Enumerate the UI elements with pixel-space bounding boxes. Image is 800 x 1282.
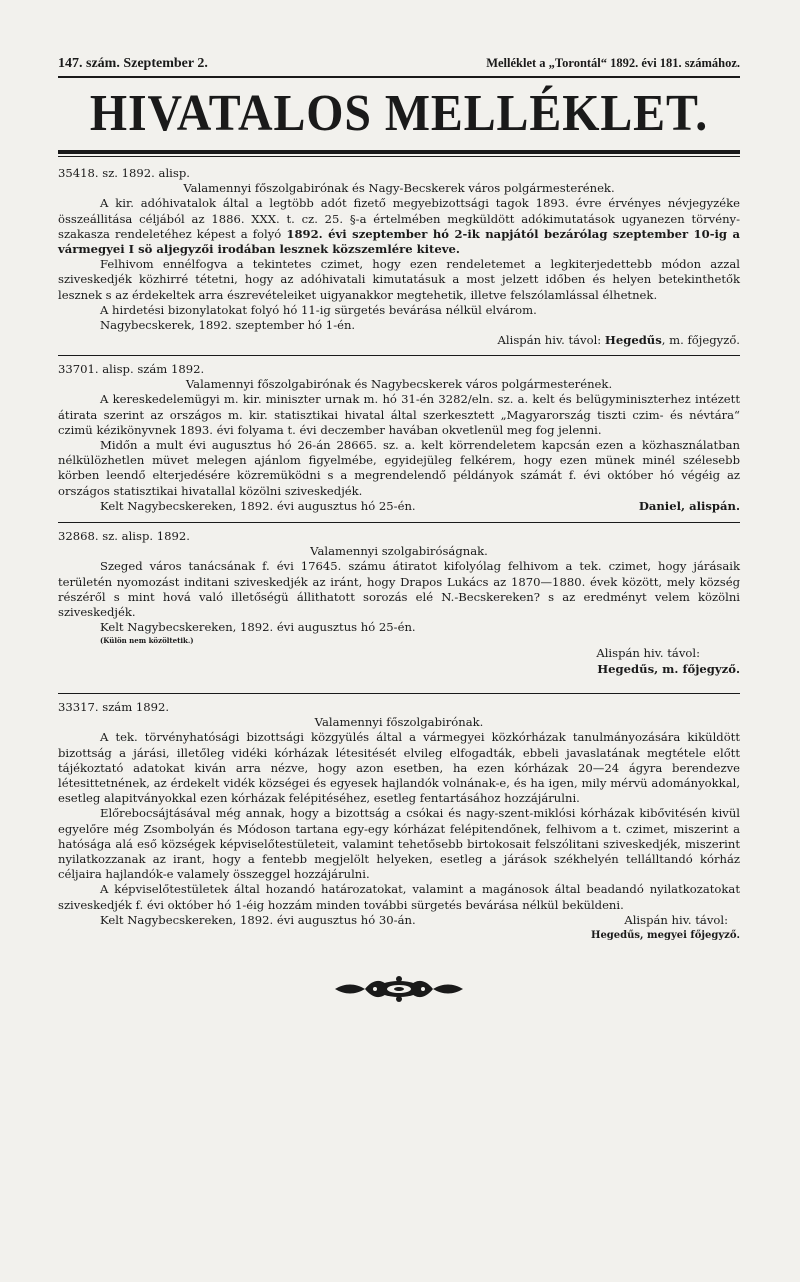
notice-paragraph: Midőn a mult évi augusztus hó 26-án 28665. sz. a. kelt körrendeletem kapcsán ezen a közhasználatban nélkülözhetlen müvet melegen ajánlom figyelmébe, egyidejüleg felkérem, hogy ezen münek minél szélesebb körben leendő elterjedésére közremüködni s a megrendelendő példányok számát f. évi október hó végéig az országos statisztikai hivatallal közölni sziveskedjék. — [58, 438, 740, 498]
notice-ref: 33701. alisp. szám 1892. — [58, 362, 205, 376]
notice-address: Valamennyi főszolgabirónak. — [314, 715, 484, 730]
notice-divider — [58, 355, 740, 356]
header-rule — [58, 76, 740, 78]
notice-1 — [58, 166, 740, 348]
masthead-rule-thick — [58, 150, 740, 154]
notice-date: Kelt Nagybecskereken, 1892. évi augusztus hó 30-án. — [100, 912, 416, 927]
supplement-line: Melléklet a „Torontál“ 1892. évi 181. számához. — [486, 56, 740, 70]
notice-ref: 35418. sz. 1892. alisp. — [58, 166, 190, 180]
masthead-title: HIVATALOS MELLÉKLET. — [89, 85, 709, 142]
notice-paragraph: A kereskedelemügyi m. kir. miniszter urnak m. hó 31-én 3282/eln. sz. a. kelt és belügyminiszterhez intézett átirata szerint az országos m. kir. statisztikai hivatal által szerkesztett „Magyarország tiszti czim- és névtára“ czimü kézikönyvnek 1893. évi folyama t. évi deczember havában okvetlenül meg fog jelenni. — [58, 392, 740, 437]
notice-4 — [58, 700, 740, 943]
signature-suffix: , m. főjegyző. — [661, 333, 740, 348]
masthead-rule-thin — [58, 156, 740, 157]
ornament-divider-icon — [335, 975, 463, 1003]
notice-footer — [58, 913, 740, 928]
notice-date: Kelt Nagybecskereken, 1892. évi augusztus hó 25-én. — [100, 620, 416, 635]
page-header — [58, 56, 740, 72]
notice-divider — [58, 522, 740, 523]
notice-paragraph: Szeged város tanácsának f. évi 17645. számu átiratot kifolyólag felhivom a tek. czimet, hogy járásaik területén nyomozást inditani sziveskedjék az iránt, hogy Drapos Lukács az 1870—1880. évek között, mely község részéről s mint hová való illetőségü állithatott sorozás elé N.-Becskereken? s az eredményt velem közölni sziveskedjék. — [58, 559, 740, 620]
paragraph-emphasis: 1892. évi szeptember hó 2-ik napjától bezárólag szeptember 10-ig a vármegyei I sö aljegyzői irodában lesznek közszemlére kiteve. — [58, 226, 741, 257]
notice-ref: 33317. szám 1892. — [58, 700, 170, 714]
notice-paragraph: A képviselőtestületek által hozandó határozatokat, valamint a magánosok által beadandó nyilatkozatokat sziveskedjék f. évi október hó 1-éig hozzám minden további sürgetés bevárása nélkül beküldeni. — [58, 882, 740, 912]
signature-name: Hegedűs, m. főjegyző. — [597, 661, 740, 676]
signature-line: Alispán hiv. távol: — [624, 912, 728, 927]
notice-paragraph: A hirdetési bizonylatokat folyó hó 11-ig sürgetés bevárása nélkül elvárom. — [100, 302, 537, 317]
notice-address: Valamennyi szolgabiróságnak. — [310, 544, 488, 559]
signature-name: Hegedűs, megyei főjegyző. — [591, 930, 740, 942]
signature-name: Hegedűs — [604, 333, 662, 348]
notice-paragraph: A tek. törvényhatósági bizottsági közgyülés által a vármegyei közkórházak tanulmányozására kiküldött bizottság a járási, illetőleg vidéki kórházak létesitését elvileg elfogadták, ebbeli javaslatának megtétele előtt tájékoztató adatokat kiván arra nézve, hogy azon esetben, ha ezen kórházak 20—24 ágyra berendezve létesittetnének, az érdekelt vidék községei és egyesek hajlandók volnának-e, és ha igen, mily mérvü adományokkal, esetleg alapitványokkal ezen kórházak felépitéséhez, esetleg fentartásához hozzájárulni. — [58, 730, 740, 806]
notice-signature — [58, 333, 740, 348]
signature-prefix: Alispán hiv. távol: — [497, 333, 605, 348]
notice-signature — [58, 928, 740, 943]
notice-ref: 32868. sz. alisp. 1892. — [58, 529, 190, 543]
notice-signature: Daniel, alispán. — [638, 498, 740, 513]
notice-3 — [58, 529, 740, 677]
notice-date: Nagybecskerek, 1892. szeptember hó 1-én. — [100, 318, 356, 333]
notice-footer — [58, 499, 740, 514]
notice-paragraph: Felhivom ennélfogva a tekintetes czimet, hogy ezen rendeletemet a legkiterjedettebb módon azzal sziveskedjék közhirré tétetni, hogy az adóhivatali kimutatásuk a most jelzett időben és helyen betekinthetők lesznek s az érdekeltek arra észrevételeiket uigyanakkor megtehetik, illetve felszólamlással élhetnek. — [58, 257, 740, 302]
notice-2 — [58, 362, 740, 514]
issue-number: 147. szám. Szeptember 2. — [58, 56, 208, 71]
paragraph-text: A kir. adóhivatalok által a legtöbb adót fizető megyebizottsági tagok 1893. évre érvényes névjegyzéke összeállitása céljából az 1886. XXX. t. cz. 25. §-a értelmében megküldött adókimutatások ugyanezen törvény-szakasza rendeletéhez képest a folyó — [58, 196, 740, 241]
notice-paragraph — [58, 196, 740, 257]
notice-address: Valamennyi főszolgabirónak és Nagy-Becskerek város polgármesterének. — [183, 181, 615, 196]
notice-address: Valamennyi főszolgabirónak és Nagybecskerek város polgármesterének. — [185, 377, 613, 392]
notice-note: (Külön nem közöltetik.) — [100, 636, 194, 646]
notice-paragraph: Előrebocsájtásával még annak, hogy a bizottság a csókai és nagy-szent-miklósi kórházak kibővitésén kivül egyelőre még Zsombolyán és Módoson tartana egy-egy kórházat felépitendőnek, felhivom a t. czimet, miszerint a hatósága alá eső községek képviselőtestületeit, valamint tehetősebb birtokosait felszólitani sziveskedjék, miszerint nyilatkozzanak az irant, hogy a fentebb megjelölt helyeken, esetleg a járások székhelyén tellálltandó kórház céljaira hajlandók-e valamely összeggel hozzájárulni. — [58, 806, 740, 882]
notice-date: Kelt Nagybecskereken, 1892. évi augusztus hó 25-én. — [100, 498, 416, 513]
notice-signature — [58, 662, 740, 677]
notice-divider — [58, 693, 740, 694]
signature-line: Alispán hiv. távol: — [596, 646, 700, 661]
